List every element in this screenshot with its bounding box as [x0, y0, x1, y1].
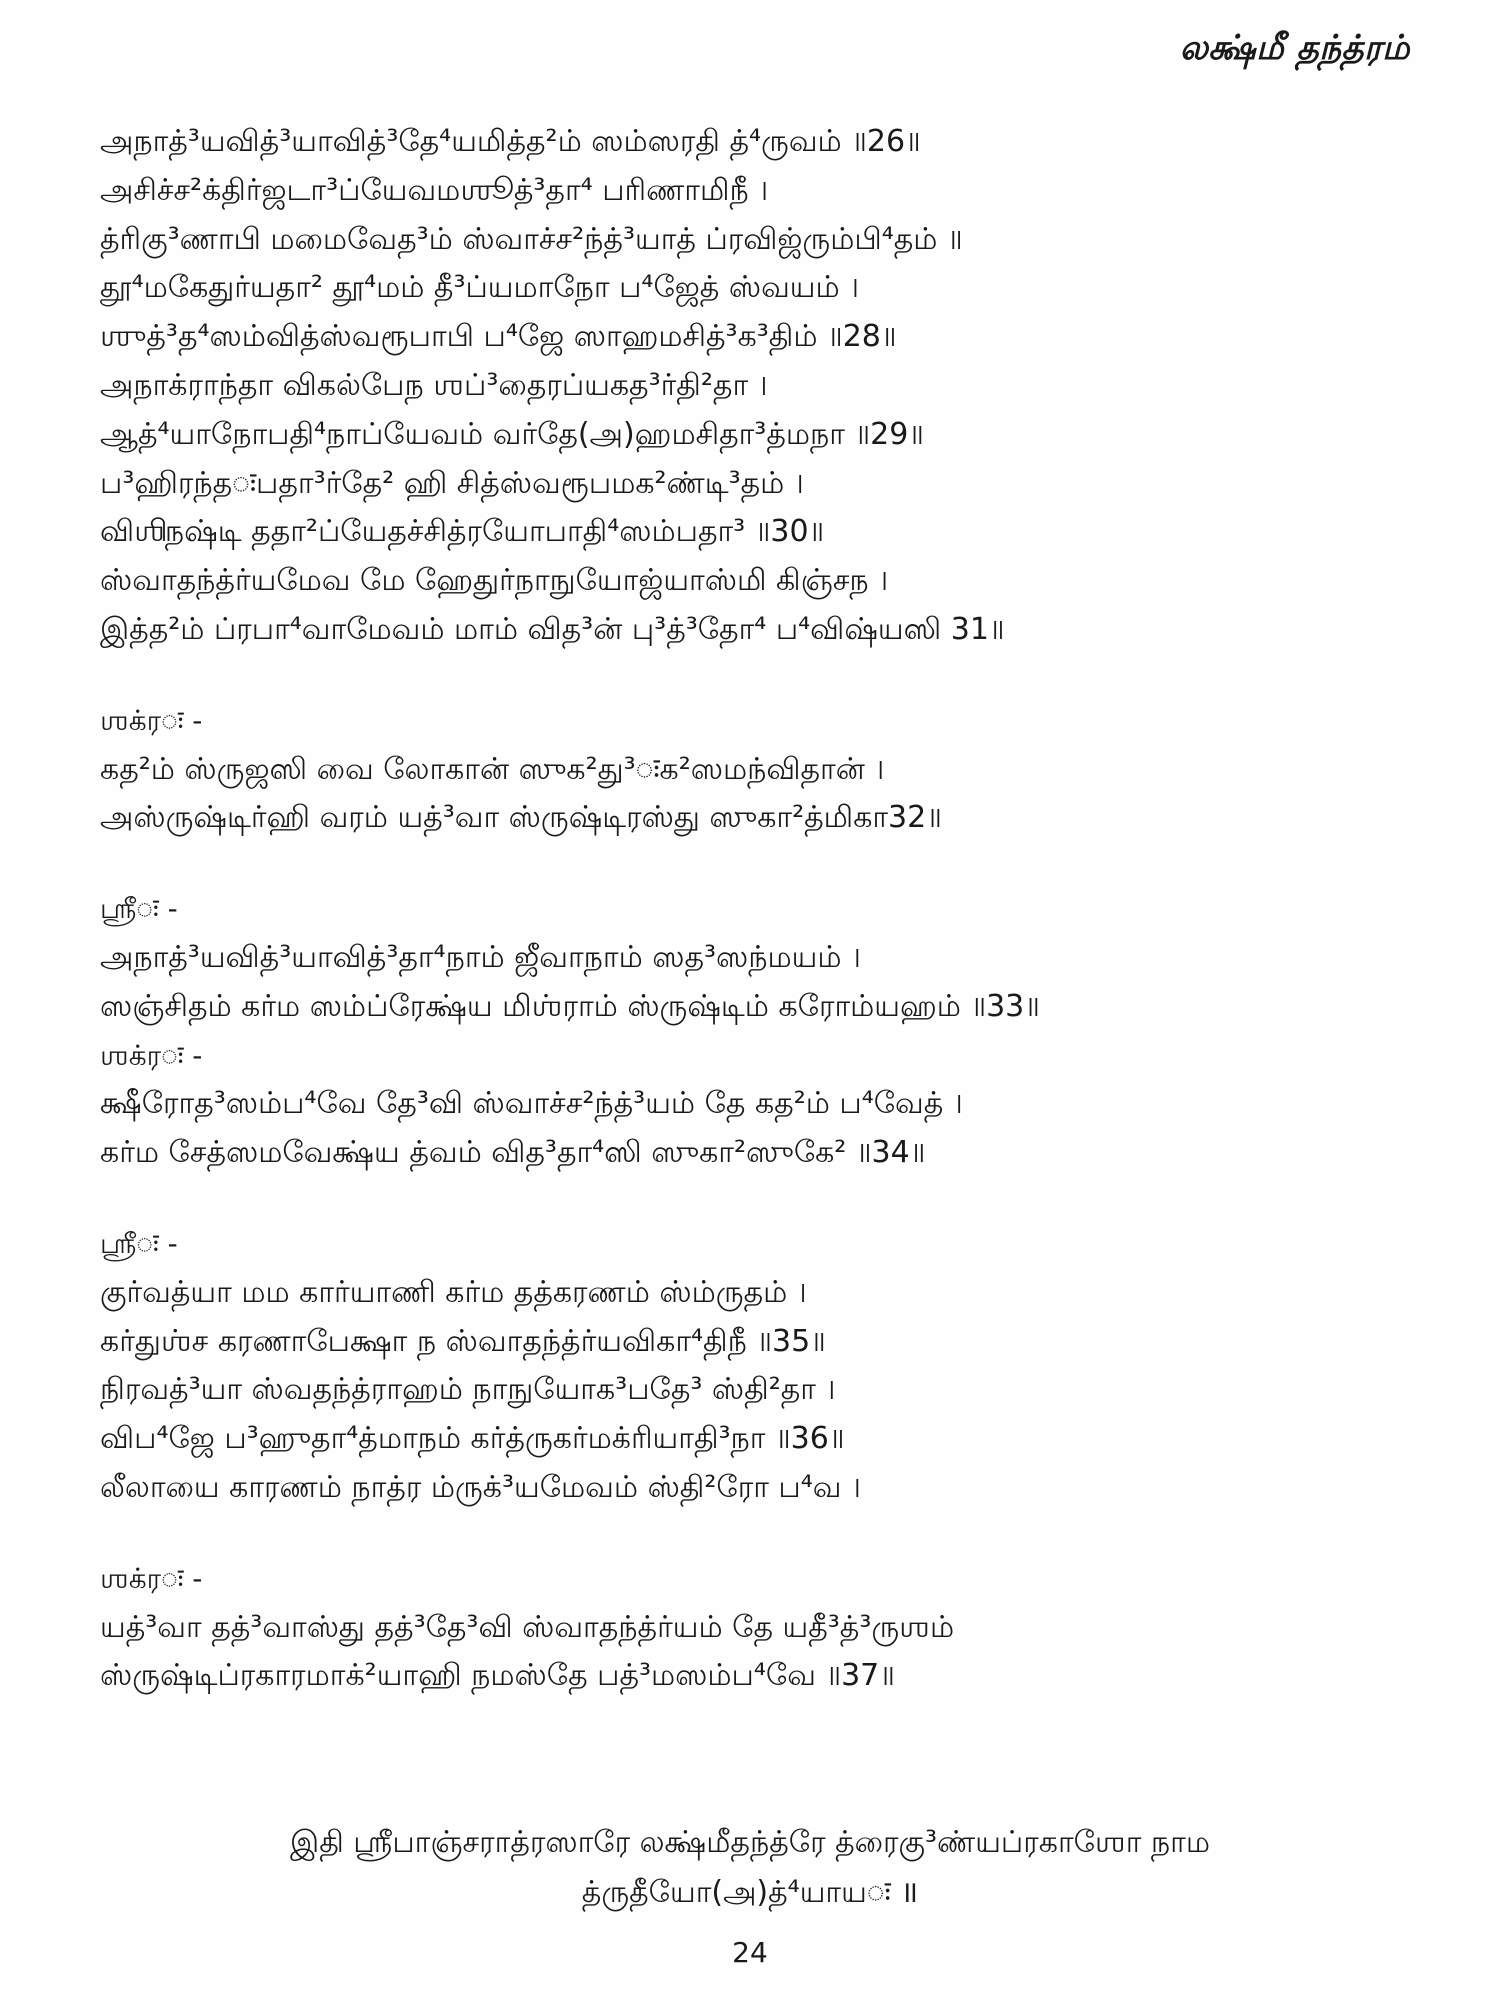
- verse-line: நிரவத்³யா ஸ்வதந்த்ராஹம் நாநுயோக³பதே³ ஸ்தி²தா ।: [100, 1372, 836, 1408]
- verse-line: அநாத்³யவித்³யாவித்³தே⁴யமித்த²ம் ஸம்ஸரதி த்⁴ருவம் ॥26॥: [100, 124, 921, 159]
- verse-line: குர்வத்யா மம கார்யாணி கர்ம தத்கரணம் ஸ்ம்ருதம் ।: [100, 1274, 807, 1310]
- verse-line: கர்துஶ்ச கரணாபேக்ஷா ந ஸ்வாதந்த்ர்யவிகா⁴திநீ ॥35॥: [100, 1323, 826, 1359]
- speaker-label: ஸ்ரீः -: [100, 1226, 178, 1260]
- verse-line: விஶிநஷ்டி ததா²ப்யேதச்சித்ரயோபாதி⁴ஸம்பதா³ ॥30॥: [100, 514, 825, 550]
- verse-line: அஸ்ருஷ்டிர்ஹி வரம் யத்³வா ஸ்ருஷ்டிரஸ்து ஸுகா²த்மிகா32॥: [100, 800, 942, 836]
- verse-line: லீலாயை காரணம் நாத்ர ம்ருக்³யமேவம் ஸ்தி²ரோ ப⁴வ ।: [100, 1469, 861, 1505]
- verse-line: ஶுத்³த⁴ஸம்வித்ஸ்வரூபாபி ப⁴ஜே ஸாஹமசித்³க³திம் ॥28॥: [100, 319, 897, 355]
- verse-body: [100, 118, 1420, 1701]
- verse-line: ஆத்⁴யாநோபதி⁴நாப்யேவம் வர்தே(அ)ஹமசிதா³த்மநா ॥29॥: [100, 416, 924, 452]
- verse-line: ஸ்வாதந்த்ர்யமேவ மே ஹேதுர்நாநுயோஜ்யாஸ்மி கிஞ்சந ।: [100, 563, 889, 599]
- verse-block: [100, 1220, 1420, 1513]
- verse-line: யத்³வா தத்³வாஸ்து தத்³தே³வி ஸ்வாதந்த்ர்யம் தே யதீ³த்³ருஶம்: [100, 1609, 955, 1645]
- verse-block: [100, 697, 1420, 843]
- verse-block: [100, 1555, 1420, 1701]
- colophon-line: இதி ஸ்ரீபாஞ்சராத்ரஸாரே லக்ஷ்மீதந்த்ரே த்ரைகு³ண்யப்ரகாஶோ நாம: [290, 1825, 1210, 1860]
- verse-line: ப³ஹிரந்தःபதா³ர்தே² ஹி சித்ஸ்வரூபமக²ண்டி³தம் ।: [100, 465, 804, 501]
- verse-line: ஸ்ருஷ்டிப்ரகாரமாக்²யாஹி நமஸ்தே பத்³மஸம்ப⁴வே ॥37॥: [100, 1658, 895, 1694]
- chapter-colophon: [0, 1818, 1500, 1918]
- verse-line: இத்த²ம் ப்ரபா⁴வாமேவம் மாம் வித³ன் பு³த்³தோ⁴ ப⁴விஷ்யஸி 31॥: [100, 611, 1005, 647]
- verse-line: ஸஞ்சிதம் கர்ம ஸம்ப்ரேக்ஷ்ய மிஶ்ராம் ஸ்ருஷ்டிம் கரோம்யஹம் ॥33॥: [100, 988, 1040, 1024]
- page-number: 24: [732, 1936, 768, 1969]
- verse-block: [100, 118, 1420, 655]
- speaker-label: ஶக்ரः -: [100, 1561, 203, 1595]
- running-header-title: லக்ஷ்மீ தந்த்ரம்: [1179, 28, 1410, 68]
- verse-line: அநாக்ராந்தா விகல்பேந ஶப்³தைரப்யகத³ர்தி²தா ।: [100, 367, 768, 403]
- verse-line: தூ⁴மகேதுர்யதா² தூ⁴மம் தீ³ப்யமாநோ ப⁴ஜேத் ஸ்வயம் ।: [100, 270, 860, 306]
- verse-block: [100, 885, 1420, 1178]
- verse-line: விப⁴ஜே ப³ஹுதா⁴த்மாநம் கர்த்ருகர்மக்ரியாதி³நா ॥36॥: [100, 1421, 845, 1457]
- verse-line: த்ரிகு³ணாபி மமைவேத³ம் ஸ்வாச்ச²ந்த்³யாத் ப்ரவிஜ்ரும்பி⁴தம் ॥: [100, 221, 963, 257]
- speaker-label: ஶக்ரः -: [100, 703, 203, 737]
- verse-line: க்ஷீரோத³ஸம்ப⁴வே தே³வி ஸ்வாச்ச²ந்த்³யம் தே கத²ம் ப⁴வேத் ।: [100, 1086, 963, 1122]
- verse-line: கர்ம சேத்ஸமவேக்ஷ்ய த்வம் வித³தா⁴ஸி ஸுகா²ஸுகே² ॥34॥: [100, 1135, 926, 1171]
- colophon-line: த்ருதீயோ(அ)த்⁴யாயः ॥: [581, 1875, 919, 1910]
- speaker-label: ஸ்ரீः -: [100, 892, 178, 926]
- verse-line: அநாத்³யவித்³யாவித்³தா⁴நாம் ஜீவாநாம் ஸத³ஸந்மயம் ।: [100, 939, 861, 975]
- speaker-label: ஶக்ரः -: [100, 1038, 203, 1072]
- verse-line: கத²ம் ஸ்ருஜஸி வை லோகான் ஸுக²து³ःக²ஸமந்விதான் ।: [100, 751, 885, 787]
- verse-line: அசிச்ச²க்திர்ஜடா³ப்யேவமஶூத்³தா⁴ பரிணாமிநீ ।: [100, 172, 769, 208]
